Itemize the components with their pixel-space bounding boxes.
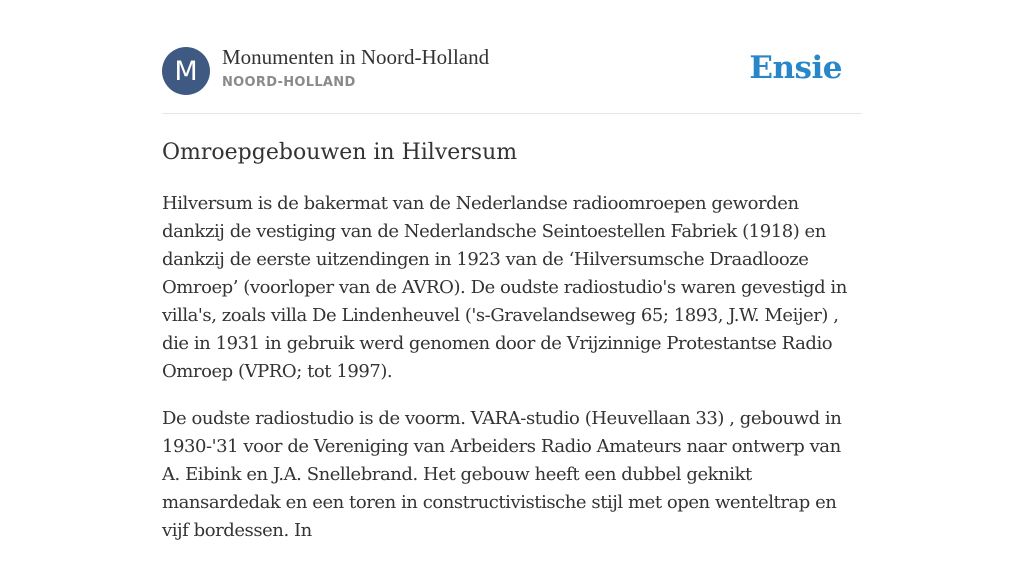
article-title: Omroepgebouwen in Hilversum — [162, 140, 518, 165]
ensie-logo-link[interactable]: Ensie — [749, 50, 842, 86]
article-page — [162, 0, 862, 564]
avatar-letter: M — [174, 55, 198, 87]
article-body — [162, 190, 862, 545]
topic-avatar[interactable] — [162, 47, 210, 95]
topic-region-label: NOORD-HOLLAND — [222, 75, 356, 90]
article-paragraph: De oudste radiostudio is de voorm. VARA-studio (Heuvellaan 33) , gebouwd in 1930-'31 voor de Vereniging van Arbeiders Radio Amateurs naar ontwerp van A. Eibink en J.A. Snellebrand. Het gebouw heeft een dubbel geknikt mansardedak en een toren in constructivistische stijl met open wenteltrap en vijf bordessen. In — [162, 408, 842, 541]
article-paragraph: Hilversum is de bakermat van de Nederlandse radioomroepen geworden dankzij de vestiging van de Nederlandsche Seintoestellen Fabriek (1918) en dankzij de eerste uitzendingen in 1923 van de ‘Hilversumsche Draadlooze Omroep’ (voorloper van de AVRO). De oudste radiostudio's waren gevestigd in villa's, zoals villa De Lindenheuvel ('s-Gravelandseweg 65; 1893, J.W. Meijer) , die in 1931 in gebruik werd genomen door de Vrijzinnige Protestantse Radio Omroep (VPRO; tot 1997). — [162, 193, 847, 382]
topic-title-link[interactable]: Monumenten in Noord-Holland — [222, 45, 490, 69]
page-header — [162, 0, 862, 114]
